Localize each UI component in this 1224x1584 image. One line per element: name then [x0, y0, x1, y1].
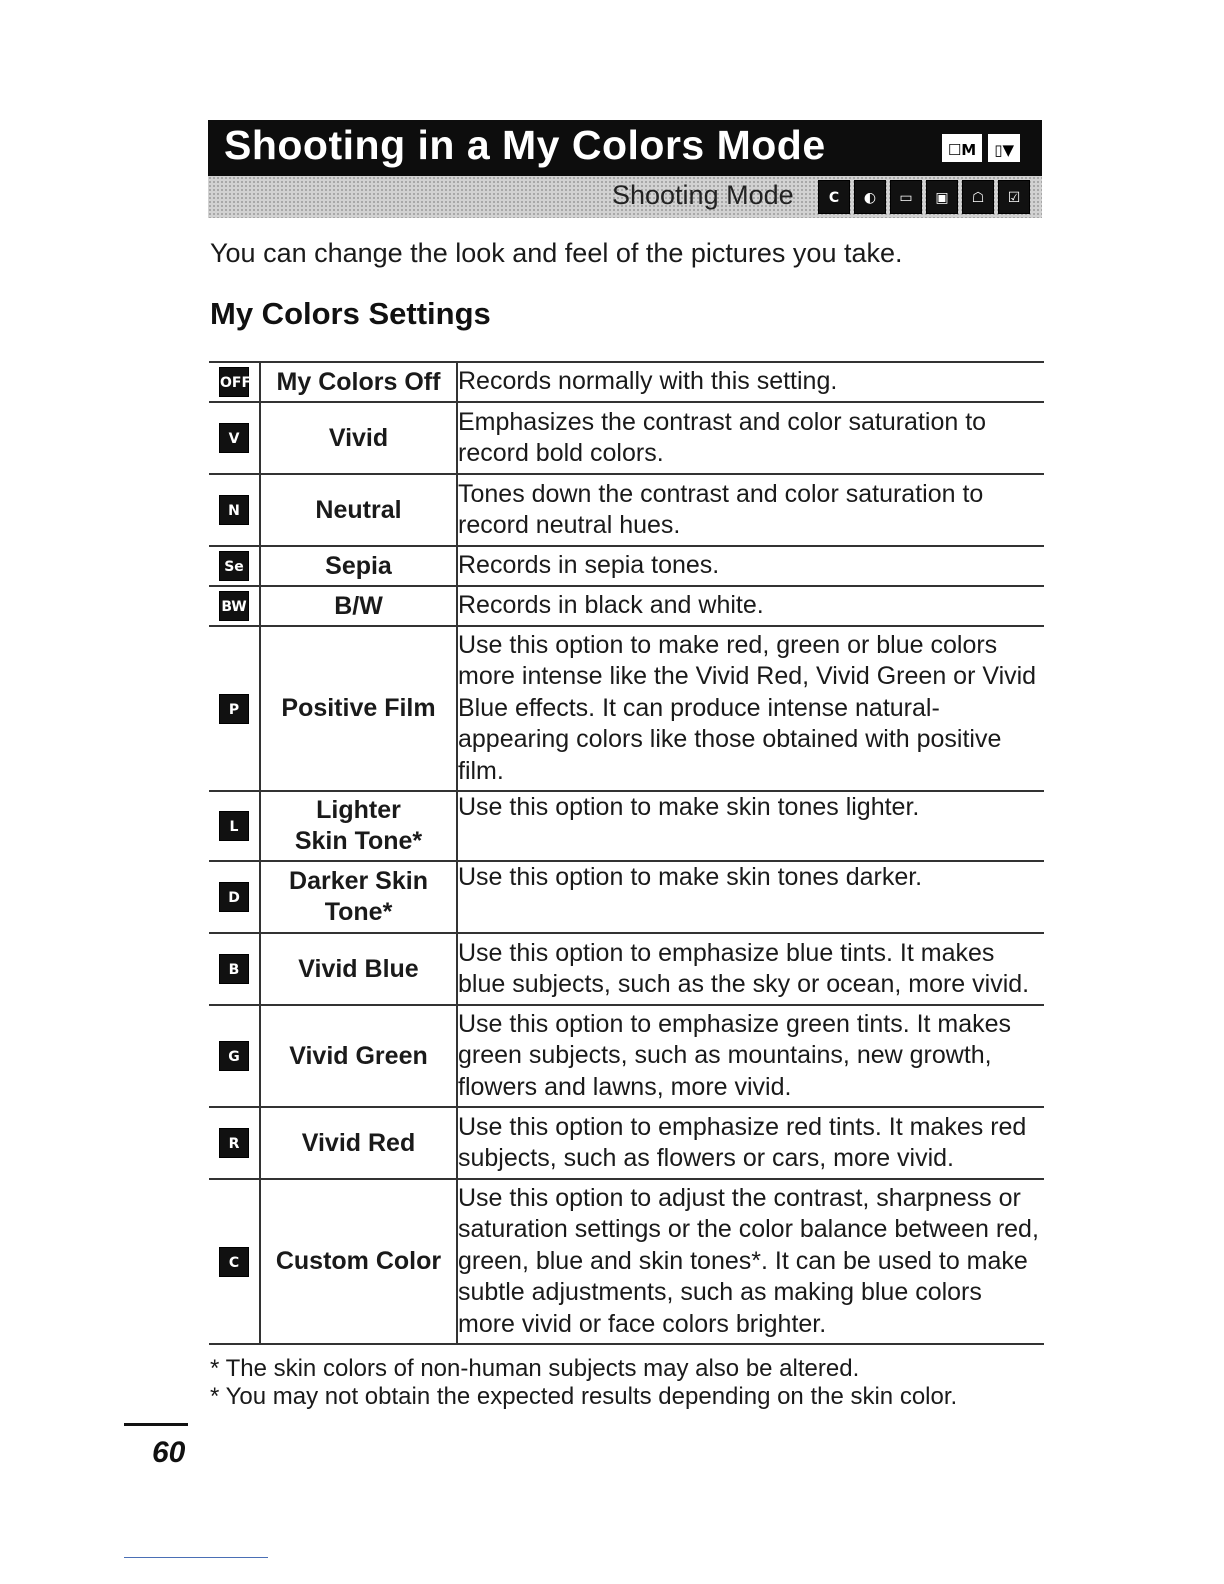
setting-name: Vivid Blue — [260, 933, 457, 1005]
table-row — [209, 933, 1044, 1005]
setting-name: Darker Skin Tone* — [260, 861, 457, 933]
table-row — [209, 586, 1044, 626]
title-bar — [208, 120, 1042, 176]
page-title: Shooting in a My Colors Mode — [224, 122, 826, 168]
setting-description: Use this option to emphasize red tints. It makes red subjects, such as flowers or cars, more vivid. — [457, 1107, 1044, 1179]
setting-description: Use this option to make red, green or blue colors more intense like the Vivid Red, Vivid Green or Vivid Blue effects. It can produce intense natural-appearing colors like those obtained with positive film. — [457, 626, 1044, 791]
table-row — [209, 546, 1044, 586]
setting-name: Vivid Red — [260, 1107, 457, 1179]
setting-description: Use this option to make skin tones darker. — [457, 861, 1044, 933]
title-mode-icons — [942, 134, 1020, 162]
footnotes — [210, 1355, 957, 1411]
digital-macro-icon: ◐ — [854, 180, 886, 214]
setting-name: Vivid Green — [260, 1005, 457, 1107]
table-row — [209, 1005, 1044, 1107]
manual-mode-icon: C — [818, 180, 850, 214]
footnote: * You may not obtain the expected results depending on the skin color. — [210, 1383, 958, 1410]
table-row — [209, 1107, 1044, 1179]
footnote: * The skin colors of non-human subjects may also be altered. — [210, 1355, 860, 1382]
intro-text: You can change the look and feel of the pictures you take. — [210, 238, 903, 268]
color-accent-icon: ☑ — [998, 180, 1030, 214]
setting-name: My Colors Off — [260, 362, 457, 402]
stitch-assist-icon: ▭ — [890, 180, 922, 214]
setting-description: Records normally with this setting. — [457, 362, 1044, 402]
setting-name: Sepia — [260, 546, 457, 586]
setting-description: Use this option to emphasize green tints. It makes green subjects, such as mountains, new growth, flowers and lawns, more vivid. — [457, 1005, 1044, 1107]
section-heading: My Colors Settings — [210, 296, 491, 331]
positive-film-icon: P — [219, 694, 249, 724]
table-row — [209, 362, 1044, 402]
setting-description: Use this option to adjust the contrast, sharpness or saturation settings or the color balance between red, green, blue and skin tones*. It can be used to make subtle adjustments, such as making blue colors more vivid or face colors brighter. — [457, 1179, 1044, 1344]
setting-description: Records in black and white. — [457, 586, 1044, 626]
setting-description: Records in sepia tones. — [457, 546, 1044, 586]
vivid-icon: V — [219, 423, 249, 453]
movie-icon: ▣ — [926, 180, 958, 214]
table-row — [209, 474, 1044, 546]
my-colors-off-icon: OFF — [219, 367, 249, 397]
table-row — [209, 626, 1044, 791]
movie-mode-icon: ▯▼ — [988, 134, 1020, 162]
setting-name: Lighter Skin Tone* — [260, 791, 457, 861]
darker-skin-tone-icon: D — [219, 882, 249, 912]
neutral-icon: N — [219, 495, 249, 525]
page-number: 60 — [152, 1436, 186, 1469]
setting-name: B/W — [260, 586, 457, 626]
my-colors-settings-table — [209, 361, 1044, 1345]
setting-name: Positive Film — [260, 626, 457, 791]
custom-color-icon: C — [219, 1247, 249, 1277]
table-row — [209, 861, 1044, 933]
shooting-mode-icons — [818, 180, 1030, 214]
vivid-red-icon: R — [219, 1128, 249, 1158]
setting-description: Use this option to emphasize blue tints. It makes blue subjects, such as the sky or ocean, more vivid. — [457, 933, 1044, 1005]
vivid-green-icon: G — [219, 1041, 249, 1071]
sepia-icon: Se — [219, 551, 249, 581]
setting-description: Tones down the contrast and color saturation to record neutral hues. — [457, 474, 1044, 546]
setting-description: Emphasizes the contrast and color saturation to record bold colors. — [457, 402, 1044, 474]
setting-name: Vivid — [260, 402, 457, 474]
setting-name: Neutral — [260, 474, 457, 546]
shooting-mode-label: Shooting Mode — [612, 180, 794, 210]
table-row — [209, 791, 1044, 861]
vivid-blue-icon: B — [219, 954, 249, 984]
setting-name: Custom Color — [260, 1179, 457, 1344]
table-row — [209, 402, 1044, 474]
shooting-mode-bar — [208, 176, 1042, 218]
page-number-rule — [124, 1423, 188, 1426]
special-scene-icon: ☖ — [962, 180, 994, 214]
table-row — [209, 1179, 1044, 1344]
lighter-skin-tone-icon: L — [219, 811, 249, 841]
black-white-icon: BW — [219, 591, 249, 621]
setting-description: Use this option to make skin tones lighter. — [457, 791, 1044, 861]
my-colors-mode-icon: ☐M — [942, 134, 982, 162]
bottom-rule — [124, 1557, 268, 1558]
